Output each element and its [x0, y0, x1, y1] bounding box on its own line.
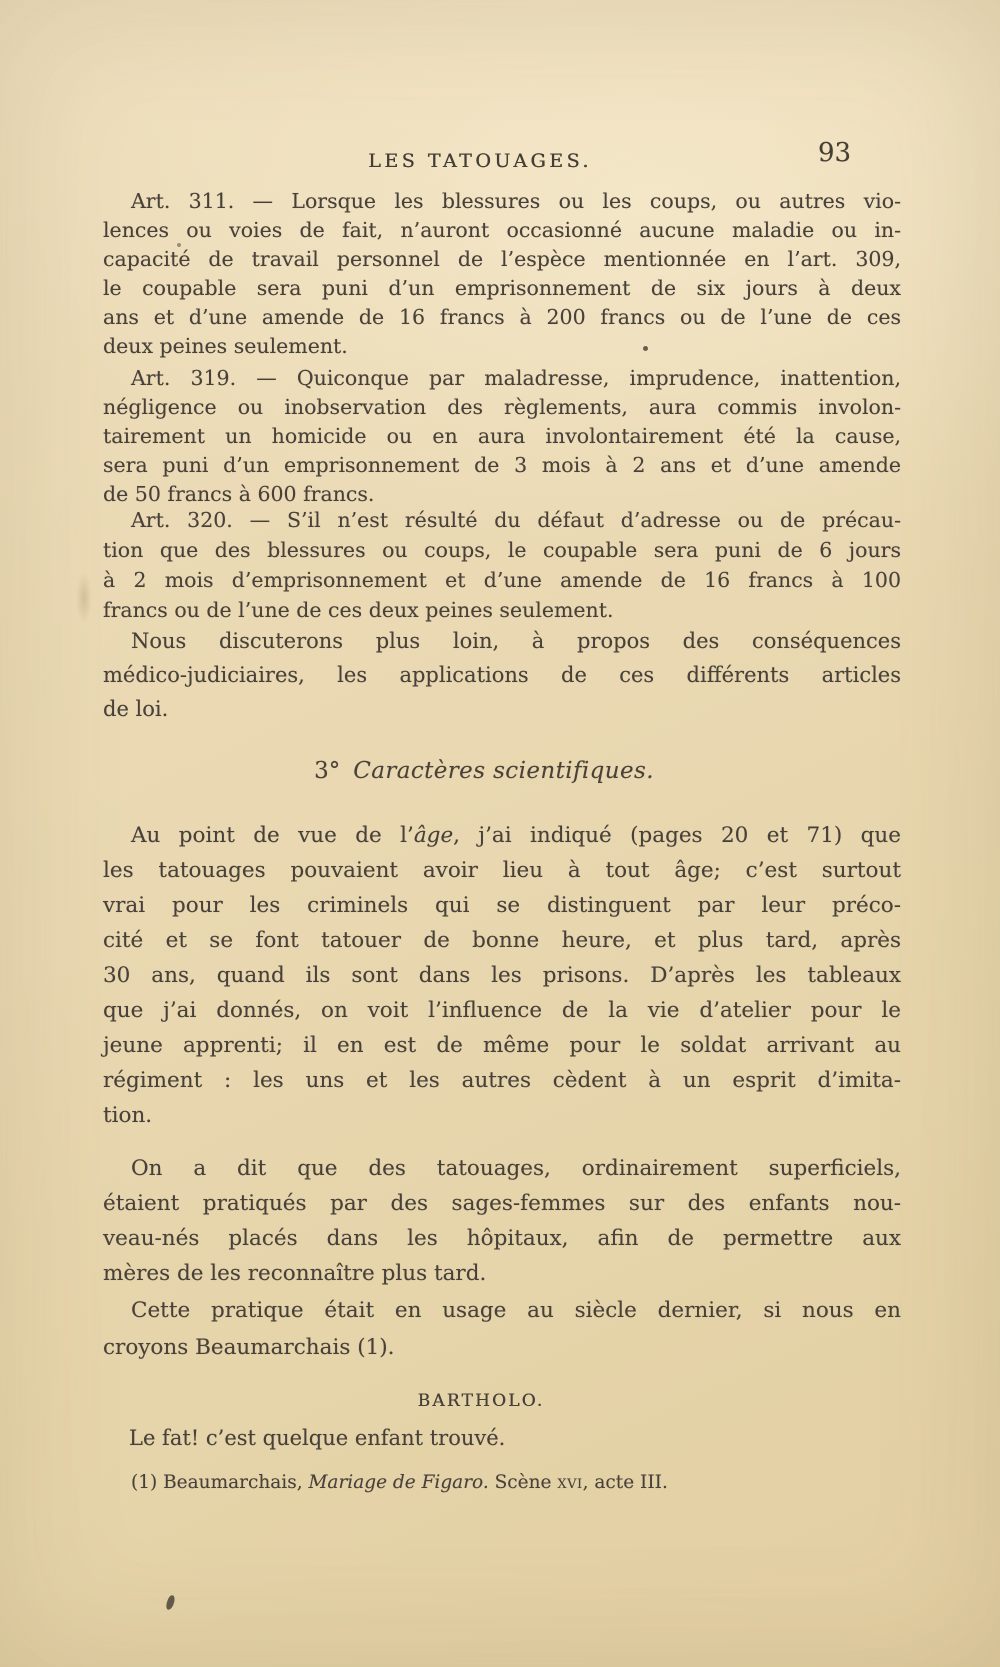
text-line: cité et se font tatouer de bonne heure, et plus tard, après — [103, 928, 901, 953]
text-line: jeune apprenti; il en est de même pour le soldat arrivant au — [103, 1033, 901, 1058]
text-line: que j’ai donnés, on voit l’influence de la vie d’atelier pour le — [103, 998, 901, 1023]
small-caps-text: xvi — [557, 1472, 583, 1493]
ink-speck-apostrophe-mark — [165, 1594, 175, 1610]
article-320-paragraph — [103, 505, 901, 625]
quote-line: Le fat! c’est quelque enfant trouvé. — [129, 1426, 506, 1450]
text-line: Art. 319. — Quiconque par maladresse, imprudence, inattention, — [131, 366, 901, 390]
practice-paragraph — [103, 1292, 901, 1366]
text-line: les tatouages pouvaient avoir lieu à tout âge; c’est surtout — [103, 858, 901, 883]
heading-text: Caractères scientifiques. — [353, 758, 654, 784]
footnote: (1) Beaumarchais, Mariage de Figaro. Scène xvi, acte III. — [131, 1472, 668, 1493]
article-311-paragraph — [103, 187, 901, 361]
superficial-tattoos-paragraph — [103, 1151, 901, 1291]
page-number: 93 — [818, 138, 852, 168]
text-line: capacité de travail personnel de l’espèce mentionnée en l’art. 309, — [103, 247, 901, 271]
text-line: Nous discuterons plus loin, à propos des conséquences — [131, 629, 901, 653]
speaker-name: BARTHOLO. — [417, 1391, 545, 1411]
text-line: Cette pratique était en usage au siècle dernier, si nous en — [131, 1298, 901, 1323]
scan-smudge — [76, 572, 92, 624]
text-line: deux peines seulement. — [103, 334, 348, 358]
text-line: tairement un homicide ou en aura involontairement été la cause, — [103, 424, 901, 448]
text-line: veau-nés placés dans les hôpitaux, afin de permettre aux — [103, 1226, 901, 1251]
text-line: tion que des blessures ou coups, le coupable sera puni de 6 jours — [103, 538, 901, 562]
italic-text: Mariage de Figaro. — [308, 1472, 489, 1493]
text-line: de loi. — [103, 697, 169, 721]
heading-number: 3° — [314, 758, 341, 784]
text-line: francs ou de l’une de ces deux peines seulement. — [103, 598, 614, 622]
text-line: mères de les reconnaître plus tard. — [103, 1261, 487, 1286]
text-line: Au point de vue de l’âge, j’ai indiqué (pages 20 et 71) que — [131, 823, 902, 848]
section-heading — [85, 758, 883, 784]
text-line: ans et d’une amende de 16 francs à 200 francs ou de l’une de ces — [103, 305, 901, 329]
running-header-title: LES TATOUAGES. — [368, 150, 592, 172]
text-line: négligence ou inobservation des règlements, aura commis involon- — [103, 395, 901, 419]
text-line: vrai pour les criminels qui se distinguent par leur préco- — [103, 893, 901, 918]
text-line: le coupable sera puni d’un emprisonnement de six jours à deux — [103, 276, 901, 300]
text-line: tion. — [103, 1103, 153, 1128]
age-paragraph — [103, 818, 901, 1133]
text-line: régiment : les uns et les autres cèdent à un esprit d’imita- — [103, 1068, 901, 1093]
article-319-paragraph — [103, 364, 901, 509]
text-line: croyons Beaumarchais (1). — [103, 1335, 395, 1360]
text-line: de 50 francs à 600 francs. — [103, 482, 375, 506]
text-line: Art. 311. — Lorsque les blessures ou les coups, ou autres vio- — [131, 189, 901, 213]
text-line: On a dit que des tatouages, ordinairement superficiels, — [131, 1156, 901, 1181]
italic-text: âge — [413, 823, 454, 848]
text-line: médico-judiciaires, les applications de ces différents articles — [103, 663, 901, 687]
text-line: lences ou voies de fait, n’auront occasionné aucune maladie ou in- — [103, 218, 901, 242]
text-line: à 2 mois d’emprisonnement et d’une amende de 16 francs à 100 — [103, 568, 901, 592]
discussion-paragraph — [103, 624, 901, 726]
text-line: 30 ans, quand ils sont dans les prisons. D’après les tableaux — [103, 963, 901, 988]
text-line: étaient pratiqués par des sages-femmes sur des enfants nou- — [103, 1191, 901, 1216]
text-line: sera puni d’un emprisonnement de 3 mois à 2 ans et d’une amende — [103, 453, 901, 477]
text-line: Art. 320. — S’il n’est résulté du défaut d’adresse ou de précau- — [131, 508, 901, 532]
